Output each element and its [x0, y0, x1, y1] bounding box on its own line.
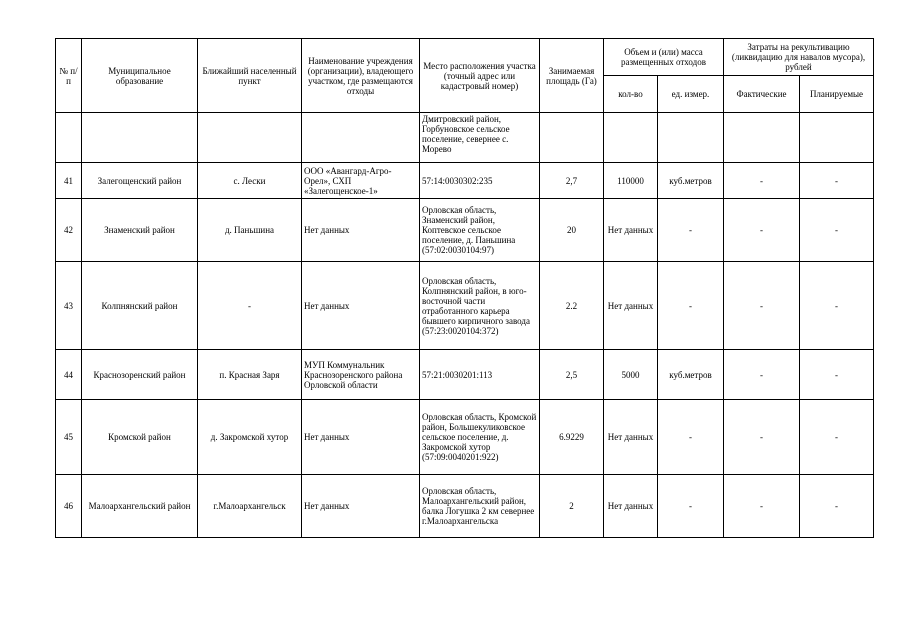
cell-num: 44	[56, 350, 82, 400]
cell-actual: -	[724, 475, 800, 538]
cell-owner: МУП Коммунальник Краснозоренского района Орловской области	[302, 350, 420, 400]
cell-num: 42	[56, 199, 82, 262]
cell-planned: -	[800, 475, 874, 538]
cell-owner: Нет данных	[302, 475, 420, 538]
table-row	[56, 163, 874, 199]
cell-planned	[800, 113, 874, 163]
cell-planned: -	[800, 400, 874, 475]
header-actual: Фактические	[724, 76, 800, 113]
cell-location: Орловская область, Малоархангельский район, балка Логушка 2 км севернее г.Малоархангельска	[420, 475, 540, 538]
header-planned: Планируемые	[800, 76, 874, 113]
cell-location: Дмитровский район, Горбуновское сельское поселение, севернее с. Морево	[420, 113, 540, 163]
cell-qty: Нет данных	[604, 400, 658, 475]
cell-area: 20	[540, 199, 604, 262]
header-settlement: Ближайший населенный пункт	[198, 39, 302, 113]
cell-num: 46	[56, 475, 82, 538]
cell-area: 2.2	[540, 262, 604, 350]
cell-municipality: Малоархангельский район	[82, 475, 198, 538]
header-unit: ед. измер.	[658, 76, 724, 113]
cell-num: 45	[56, 400, 82, 475]
cell-municipality: Знаменский район	[82, 199, 198, 262]
cell-qty: 5000	[604, 350, 658, 400]
cell-actual: -	[724, 350, 800, 400]
cell-owner: Нет данных	[302, 400, 420, 475]
cell-owner: Нет данных	[302, 199, 420, 262]
cell-settlement: г.Малоархангельск	[198, 475, 302, 538]
cell-settlement	[198, 113, 302, 163]
cell-qty: Нет данных	[604, 199, 658, 262]
header-area: Занимаемая площадь (Га)	[540, 39, 604, 113]
cell-actual	[724, 113, 800, 163]
cell-actual: -	[724, 262, 800, 350]
cell-unit: куб.метров	[658, 350, 724, 400]
header-num: № п/п	[56, 39, 82, 113]
header-owner: Наименование учреждения (организации), владеющего участком, где размещаются отходы	[302, 39, 420, 113]
waste-sites-table	[55, 38, 874, 538]
table-row	[56, 262, 874, 350]
cell-area: 2,5	[540, 350, 604, 400]
table-row	[56, 199, 874, 262]
cell-num	[56, 113, 82, 163]
header-municipality: Муниципальное образование	[82, 39, 198, 113]
cell-unit: -	[658, 400, 724, 475]
cell-actual: -	[724, 199, 800, 262]
header-location: Место расположения участка (точный адрес или кадастровый номер)	[420, 39, 540, 113]
header-qty: кол-во	[604, 76, 658, 113]
cell-area: 6.9229	[540, 400, 604, 475]
table-row	[56, 113, 874, 163]
table-row	[56, 475, 874, 538]
cell-area: 2,7	[540, 163, 604, 199]
cell-planned: -	[800, 350, 874, 400]
cell-area	[540, 113, 604, 163]
cell-municipality	[82, 113, 198, 163]
table-row	[56, 400, 874, 475]
cell-municipality: Кромской район	[82, 400, 198, 475]
cell-unit: -	[658, 475, 724, 538]
cell-location: Орловская область, Колпнянский район, в юго-восточной части отработанного карьера бывшего кирпичного завода (57:23:0020104:372)	[420, 262, 540, 350]
cell-unit: -	[658, 199, 724, 262]
cell-owner: ООО «Авангард-Агро-Орел», СХП «Залегощенское-1»	[302, 163, 420, 199]
cell-settlement: с. Лески	[198, 163, 302, 199]
cell-settlement: -	[198, 262, 302, 350]
cell-qty: Нет данных	[604, 475, 658, 538]
cell-actual: -	[724, 163, 800, 199]
cell-location: 57:21:0030201:113	[420, 350, 540, 400]
cell-area: 2	[540, 475, 604, 538]
header-costs: Затраты на рекультивацию (ликвидацию для навалов мусора), рублей	[724, 39, 874, 76]
cell-municipality: Колпнянский район	[82, 262, 198, 350]
cell-unit: куб.метров	[658, 163, 724, 199]
cell-planned: -	[800, 262, 874, 350]
cell-qty: 110000	[604, 163, 658, 199]
cell-location: 57:14:0030302:235	[420, 163, 540, 199]
cell-actual: -	[724, 400, 800, 475]
table-row	[56, 350, 874, 400]
cell-unit: -	[658, 262, 724, 350]
cell-settlement: п. Красная Заря	[198, 350, 302, 400]
cell-owner: Нет данных	[302, 262, 420, 350]
cell-num: 41	[56, 163, 82, 199]
cell-planned: -	[800, 163, 874, 199]
cell-location: Орловская область, Знаменский район, Коптевское сельское поселение, д. Паньшина (57:02:0030104:97)	[420, 199, 540, 262]
cell-settlement: д. Паньшина	[198, 199, 302, 262]
cell-municipality: Краснозоренский район	[82, 350, 198, 400]
cell-municipality: Залегощенский район	[82, 163, 198, 199]
cell-qty	[604, 113, 658, 163]
cell-num: 43	[56, 262, 82, 350]
cell-qty: Нет данных	[604, 262, 658, 350]
cell-owner	[302, 113, 420, 163]
cell-settlement: д. Закромской хутор	[198, 400, 302, 475]
cell-planned: -	[800, 199, 874, 262]
header-waste: Объем и (или) масса размещенных отходов	[604, 39, 724, 76]
cell-unit	[658, 113, 724, 163]
cell-location: Орловская область, Кромской район, Большекуликовское сельское поселение, д. Закромской хутор (57:09:0040201:922)	[420, 400, 540, 475]
